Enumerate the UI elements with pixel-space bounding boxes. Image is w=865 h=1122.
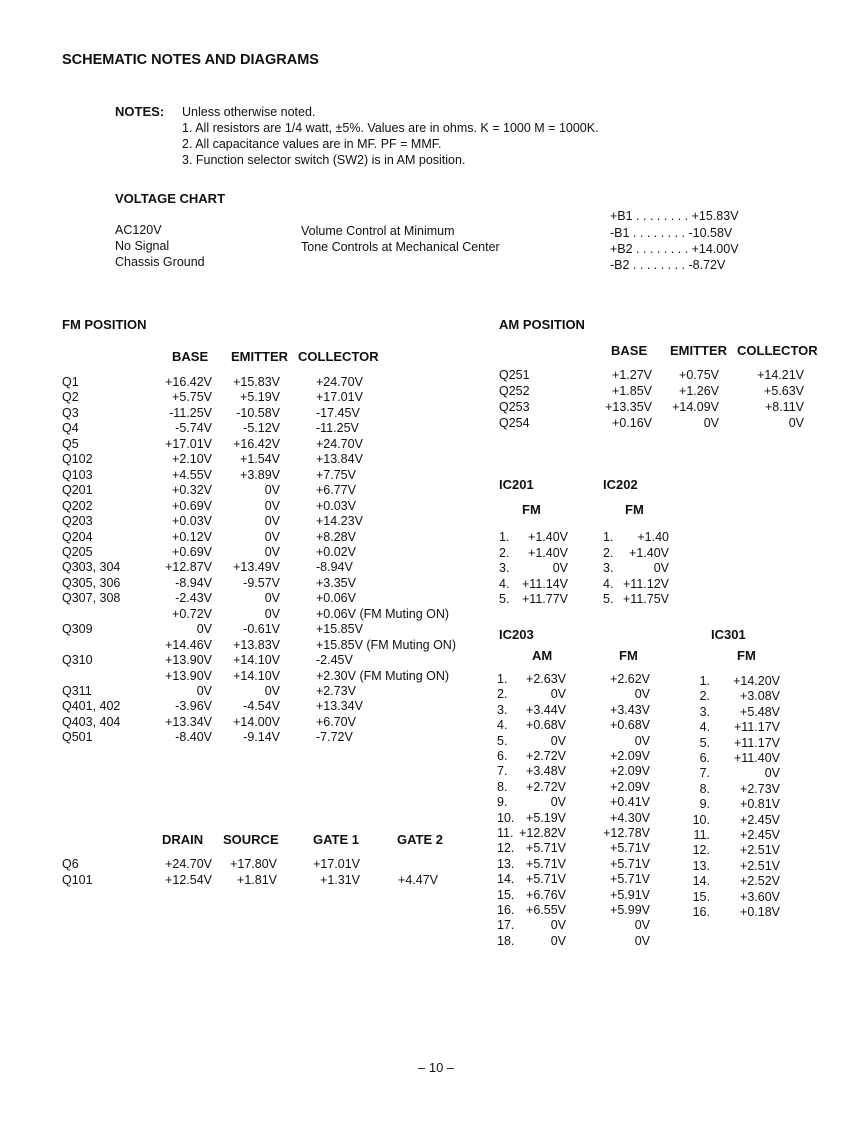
pin-number: 10. [497, 811, 515, 825]
pin-number: 3. [699, 705, 710, 719]
table-row-name: Q1 [62, 375, 79, 389]
fm-collector-value: +7.75V [316, 468, 356, 482]
am-collector-value: +8.11V [764, 400, 804, 414]
fm-base-value: +14.46V [165, 638, 212, 652]
table-row-name: Q6 [62, 857, 79, 871]
ic203-am-value: 0V [550, 734, 566, 748]
fm-base-value: -2.43V [175, 591, 212, 605]
fm-base-value: +17.01V [165, 437, 212, 451]
ic203-am-value: +5.71V [526, 841, 566, 855]
pin-number: 8. [699, 782, 710, 796]
table-row-name: Q307, 308 [62, 591, 121, 605]
pin-value: +1.40 [637, 530, 669, 544]
fm-base-value: +0.69V [172, 499, 212, 513]
ic203-am-value: +5.71V [526, 857, 566, 871]
ic301-value: +2.51V [740, 843, 780, 857]
pin-number: 2. [497, 687, 508, 701]
fm-collector-value: +8.28V [316, 530, 356, 544]
ic301-value: +2.51V [740, 859, 780, 873]
table-row-name: Q201 [62, 483, 93, 497]
fm-base-value: +0.12V [172, 530, 212, 544]
fm-emitter-value: 0V [264, 545, 280, 559]
pin-number: 5. [497, 734, 508, 748]
fm-emitter-value: +13.83V [233, 638, 280, 652]
pin-number: 13. [497, 857, 515, 871]
condition: Volume Control at Minimum [301, 224, 455, 238]
fm-header-base: BASE [172, 349, 209, 364]
ic203-am-value: +5.19V [526, 811, 566, 825]
ic203-am-value: 0V [550, 918, 566, 932]
pin-number: 6. [497, 749, 508, 763]
ic301-value: +11.17V [734, 720, 780, 734]
table-row-name: Q305, 306 [62, 576, 121, 590]
fm-base-value: -8.40V [175, 730, 212, 744]
ic203-am-value: 0V [550, 934, 566, 948]
pin-value: +11.77V [522, 592, 568, 606]
fm-collector-value: +14.23V [316, 514, 363, 528]
fm-base-value: +0.03V [172, 514, 212, 528]
pin-number: 1. [497, 672, 508, 686]
table-row-name: Q309 [62, 622, 93, 636]
fm-base-value: +13.90V [165, 653, 212, 667]
fm-collector-value: +6.77V [316, 483, 356, 497]
ic203-fm-value: +2.09V [610, 764, 650, 778]
fm-emitter-value: +14.00V [233, 715, 280, 729]
fm-collector-value: +2.73V [316, 684, 356, 698]
pin-number: 15. [497, 888, 515, 902]
supply-voltage: +B1 . . . . . . . . +15.83V [610, 209, 739, 223]
am-collector-value: +14.21V [757, 368, 804, 382]
fm-header-emitter: EMITTER [231, 349, 289, 364]
fm-emitter-value: +16.42V [233, 437, 280, 451]
voltage-chart-heading: VOLTAGE CHART [115, 191, 226, 206]
ic203-fm-value: +0.68V [610, 718, 650, 732]
fm-collector-value: +2.30V (FM Muting ON) [316, 669, 450, 683]
fm-base-value: -5.74V [175, 421, 212, 435]
pin-number: 1. [499, 530, 510, 544]
ic203-fm-value: +5.71V [610, 872, 650, 886]
fm-base-value: -8.94V [175, 576, 212, 590]
fm-emitter-value: -9.57V [243, 576, 280, 590]
notes-label: NOTES: [115, 104, 165, 119]
am-base-value: +1.27V [612, 368, 652, 382]
table-row-name: Q202 [62, 499, 93, 513]
fm-base-value: +13.90V [165, 669, 212, 683]
fet-gate1-value: +1.31V [320, 873, 360, 887]
fm-emitter-value: 0V [264, 514, 280, 528]
fm-collector-value: +13.84V [316, 452, 363, 466]
ic202-heading: IC202 [603, 477, 638, 492]
pin-number: 10. [692, 813, 710, 827]
page-title: SCHEMATIC NOTES AND DIAGRAMS [62, 52, 319, 68]
ic202-sub: FM [625, 502, 644, 517]
fm-emitter-value: +15.83V [233, 375, 280, 389]
fet-header-drain: DRAIN [162, 832, 204, 847]
fm-base-value: +2.10V [172, 452, 212, 466]
pin-number: 5. [603, 592, 614, 606]
fm-collector-value: +3.35V [316, 576, 356, 590]
ic203-am-value: 0V [550, 687, 566, 701]
pin-number: 14. [692, 874, 710, 888]
fm-collector-value: -11.25V [316, 421, 359, 435]
pin-number: 4. [603, 577, 614, 591]
fm-collector-value: +17.01V [316, 390, 363, 404]
table-row-name: Q401, 402 [62, 699, 121, 713]
fm-emitter-value: +1.54V [240, 452, 280, 466]
pin-number: 8. [497, 780, 508, 794]
ic203-heading: IC203 [499, 627, 534, 642]
fet-header-source: SOURCE [223, 832, 279, 847]
ic203-sub-fm: FM [619, 648, 638, 663]
am-base-value: +13.35V [605, 400, 652, 414]
table-row-name: Q5 [62, 437, 79, 451]
ic203-am-value: +12.82V [519, 826, 566, 840]
ic301-value: +0.18V [740, 905, 780, 919]
fm-base-value: +16.42V [165, 375, 212, 389]
table-row-name: Q101 [62, 873, 93, 887]
fm-emitter-value: +3.89V [240, 468, 280, 482]
fm-collector-value: +0.03V [316, 499, 356, 513]
table-row-name: Q3 [62, 406, 79, 420]
table-row-name: Q204 [62, 530, 93, 544]
am-emitter-value: +14.09V [672, 400, 719, 414]
pin-number: 3. [497, 703, 508, 717]
fm-emitter-value: +13.49V [233, 560, 280, 574]
table-row-name: Q403, 404 [62, 715, 121, 729]
pin-value: +11.12V [623, 577, 669, 591]
pin-value: +1.40V [528, 546, 568, 560]
table-row-name: Q102 [62, 452, 93, 466]
fm-emitter-value: -9.14V [243, 730, 280, 744]
ic301-heading: IC301 [711, 627, 746, 642]
ic203-am-value: +5.71V [526, 872, 566, 886]
pin-number: 12. [692, 843, 710, 857]
fm-base-value: 0V [196, 684, 212, 698]
fm-emitter-value: -0.61V [243, 622, 280, 636]
table-row-name: Q253 [499, 400, 530, 414]
pin-number: 11. [497, 826, 514, 840]
ic203-fm-value: +12.78V [603, 826, 650, 840]
ic203-am-value: +3.48V [526, 764, 566, 778]
fm-emitter-value: 0V [264, 483, 280, 497]
fet-source-value: +17.80V [230, 857, 277, 871]
table-row-name: Q310 [62, 653, 93, 667]
ic301-value: +11.40V [734, 751, 780, 765]
fm-position-heading: FM POSITION [62, 317, 147, 332]
table-row-name: Q2 [62, 390, 79, 404]
fm-base-value: +13.34V [165, 715, 212, 729]
ic203-fm-value: +3.43V [610, 703, 650, 717]
ic203-am-value: +3.44V [526, 703, 566, 717]
fm-base-value: -3.96V [175, 699, 212, 713]
ic203-am-value: +2.63V [526, 672, 566, 686]
supply-voltage: -B1 . . . . . . . . -10.58V [610, 226, 733, 240]
fm-collector-value: -7.72V [316, 730, 353, 744]
table-row-name: Q311 [62, 684, 92, 698]
fm-emitter-value: 0V [264, 684, 280, 698]
pin-number: 17. [497, 918, 515, 932]
fm-base-value: +5.75V [172, 390, 212, 404]
ic301-value: +2.45V [740, 813, 780, 827]
pin-number: 7. [497, 764, 508, 778]
ic203-am-value: 0V [550, 795, 566, 809]
ic203-am-value: +2.72V [526, 749, 566, 763]
table-row-name: Q501 [62, 730, 93, 744]
condition: Chassis Ground [115, 255, 205, 269]
table-row-name: Q205 [62, 545, 93, 559]
am-header-base: BASE [611, 343, 648, 358]
ic301-value: +11.17V [734, 736, 780, 750]
pin-value: +1.40V [629, 546, 669, 560]
fm-collector-value: +15.85V (FM Muting ON) [316, 638, 456, 652]
fm-emitter-value: +14.10V [233, 653, 280, 667]
ic203-fm-value: +5.71V [610, 841, 650, 855]
ic301-value: +2.73V [740, 782, 780, 796]
fm-base-value: -11.25V [169, 406, 212, 420]
fm-emitter-value: 0V [264, 499, 280, 513]
pin-number: 4. [499, 577, 510, 591]
fet-drain-value: +12.54V [165, 873, 212, 887]
ic203-fm-value: 0V [634, 918, 650, 932]
fm-collector-value: +24.70V [316, 437, 363, 451]
note-item: 2. All capacitance values are in MF. PF = MMF. [182, 137, 442, 151]
pin-number: 6. [699, 751, 710, 765]
ic203-fm-value: +2.09V [610, 749, 650, 763]
condition: AC120V [115, 223, 162, 237]
fm-header-collector: COLLECTOR [298, 349, 379, 364]
am-base-value: +1.85V [612, 384, 652, 398]
fm-base-value: +12.87V [165, 560, 212, 574]
am-header-emitter: EMITTER [670, 343, 728, 358]
fm-emitter-value: -10.58V [236, 406, 280, 420]
table-row-name: Q103 [62, 468, 93, 482]
pin-number: 12. [497, 841, 515, 855]
fm-base-value: +0.32V [172, 483, 212, 497]
ic301-value: +2.52V [740, 874, 780, 888]
fm-collector-value: +24.70V [316, 375, 363, 389]
fm-base-value: +0.72V [172, 607, 212, 621]
pin-number: 1. [699, 674, 710, 688]
ic301-value: +3.60V [740, 890, 780, 904]
ic301-sub: FM [737, 648, 756, 663]
table-row-name: Q252 [499, 384, 530, 398]
fm-emitter-value: 0V [264, 591, 280, 605]
condition: No Signal [115, 239, 170, 253]
pin-value: 0V [552, 561, 568, 575]
pin-number: 3. [499, 561, 510, 575]
note-item: 1. All resistors are 1/4 watt, ±5%. Values are in ohms. K = 1000 M = 1000K. [182, 121, 599, 135]
ic203-fm-value: +2.09V [610, 780, 650, 794]
pin-number: 3. [603, 561, 614, 575]
pin-value: +11.14V [522, 577, 568, 591]
ic301-value: +5.48V [740, 705, 780, 719]
pin-number: 16. [692, 905, 710, 919]
ic203-fm-value: 0V [634, 734, 650, 748]
pin-number: 16. [497, 903, 515, 917]
fm-emitter-value: 0V [264, 607, 280, 621]
table-row-name: Q303, 304 [62, 560, 121, 574]
fm-collector-value: -8.94V [316, 560, 353, 574]
pin-number: 2. [699, 689, 710, 703]
pin-number: 4. [497, 718, 508, 732]
fet-gate2-value: +4.47V [398, 873, 438, 887]
ic201-sub: FM [522, 502, 541, 517]
pin-number: 9. [699, 797, 710, 811]
fm-collector-value: +0.06V [316, 591, 356, 605]
am-header-collector: COLLECTOR [737, 343, 818, 358]
ic203-am-value: +2.72V [526, 780, 566, 794]
ic301-value: +14.20V [733, 674, 780, 688]
fm-emitter-value: +14.10V [233, 669, 280, 683]
am-emitter-value: +1.26V [679, 384, 719, 398]
ic203-fm-value: +5.99V [610, 903, 650, 917]
ic203-sub-am: AM [532, 648, 553, 663]
ic301-value: 0V [764, 766, 780, 780]
table-row-name: Q203 [62, 514, 93, 528]
am-position-heading: AM POSITION [499, 317, 585, 332]
note-item: 3. Function selector switch (SW2) is in AM position. [182, 153, 466, 167]
am-emitter-value: 0V [703, 416, 719, 430]
ic203-am-value: +6.76V [526, 888, 566, 902]
fm-collector-value: +13.34V [316, 699, 363, 713]
am-collector-value: +5.63V [764, 384, 804, 398]
fet-gate1-value: +17.01V [313, 857, 360, 871]
ic301-value: +2.45V [740, 828, 780, 842]
ic203-fm-value: +5.71V [610, 857, 650, 871]
pin-number: 9. [497, 795, 508, 809]
ic203-fm-value: +2.62V [610, 672, 650, 686]
fm-collector-value: +6.70V [316, 715, 356, 729]
supply-voltage: +B2 . . . . . . . . +14.00V [610, 242, 739, 256]
page-number: – 10 – [418, 1060, 455, 1075]
table-row-name: Q4 [62, 421, 79, 435]
pin-number: 1. [603, 530, 614, 544]
ic203-fm-value: +0.41V [610, 795, 650, 809]
fet-drain-value: +24.70V [165, 857, 212, 871]
fm-emitter-value: +5.19V [240, 390, 280, 404]
fm-collector-value: +15.85V [316, 622, 363, 636]
ic203-am-value: +0.68V [526, 718, 566, 732]
fm-emitter-value: -5.12V [243, 421, 280, 435]
supply-voltage: -B2 . . . . . . . . -8.72V [610, 258, 726, 272]
notes-intro: Unless otherwise noted. [182, 105, 316, 119]
fm-collector-value: +0.02V [316, 545, 356, 559]
ic203-fm-value: 0V [634, 934, 650, 948]
fet-header-gate2: GATE 2 [397, 832, 443, 847]
pin-number: 14. [497, 872, 515, 886]
pin-number: 15. [692, 890, 710, 904]
pin-value: +1.40V [528, 530, 568, 544]
pin-number: 2. [603, 546, 614, 560]
pin-number: 13. [692, 859, 710, 873]
ic203-fm-value: +5.91V [610, 888, 650, 902]
pin-number: 5. [499, 592, 510, 606]
fet-header-gate1: GATE 1 [313, 832, 359, 847]
ic201-heading: IC201 [499, 477, 534, 492]
ic301-value: +0.81V [740, 797, 780, 811]
am-collector-value: 0V [788, 416, 804, 430]
fm-collector-value: +0.06V (FM Muting ON) [316, 607, 450, 621]
pin-number: 5. [699, 736, 710, 750]
ic203-fm-value: +4.30V [610, 811, 650, 825]
pin-number: 7. [699, 766, 710, 780]
fm-base-value: +0.69V [172, 545, 212, 559]
condition: Tone Controls at Mechanical Center [301, 240, 500, 254]
pin-number: 18. [497, 934, 515, 948]
ic203-am-value: +6.55V [526, 903, 566, 917]
am-emitter-value: +0.75V [679, 368, 719, 382]
am-base-value: +0.16V [612, 416, 652, 430]
fm-base-value: 0V [196, 622, 212, 636]
pin-number: 4. [699, 720, 710, 734]
pin-number: 11. [693, 828, 710, 842]
ic301-value: +3.08V [740, 689, 780, 703]
fet-source-value: +1.81V [237, 873, 277, 887]
pin-value: 0V [653, 561, 669, 575]
fm-collector-value: -2.45V [316, 653, 353, 667]
table-row-name: Q254 [499, 416, 530, 430]
fm-collector-value: -17.45V [316, 406, 360, 420]
fm-base-value: +4.55V [172, 468, 212, 482]
pin-value: +11.75V [623, 592, 669, 606]
fm-emitter-value: -4.54V [243, 699, 280, 713]
ic203-fm-value: 0V [634, 687, 650, 701]
table-row-name: Q251 [499, 368, 530, 382]
pin-number: 2. [499, 546, 510, 560]
fm-emitter-value: 0V [264, 530, 280, 544]
